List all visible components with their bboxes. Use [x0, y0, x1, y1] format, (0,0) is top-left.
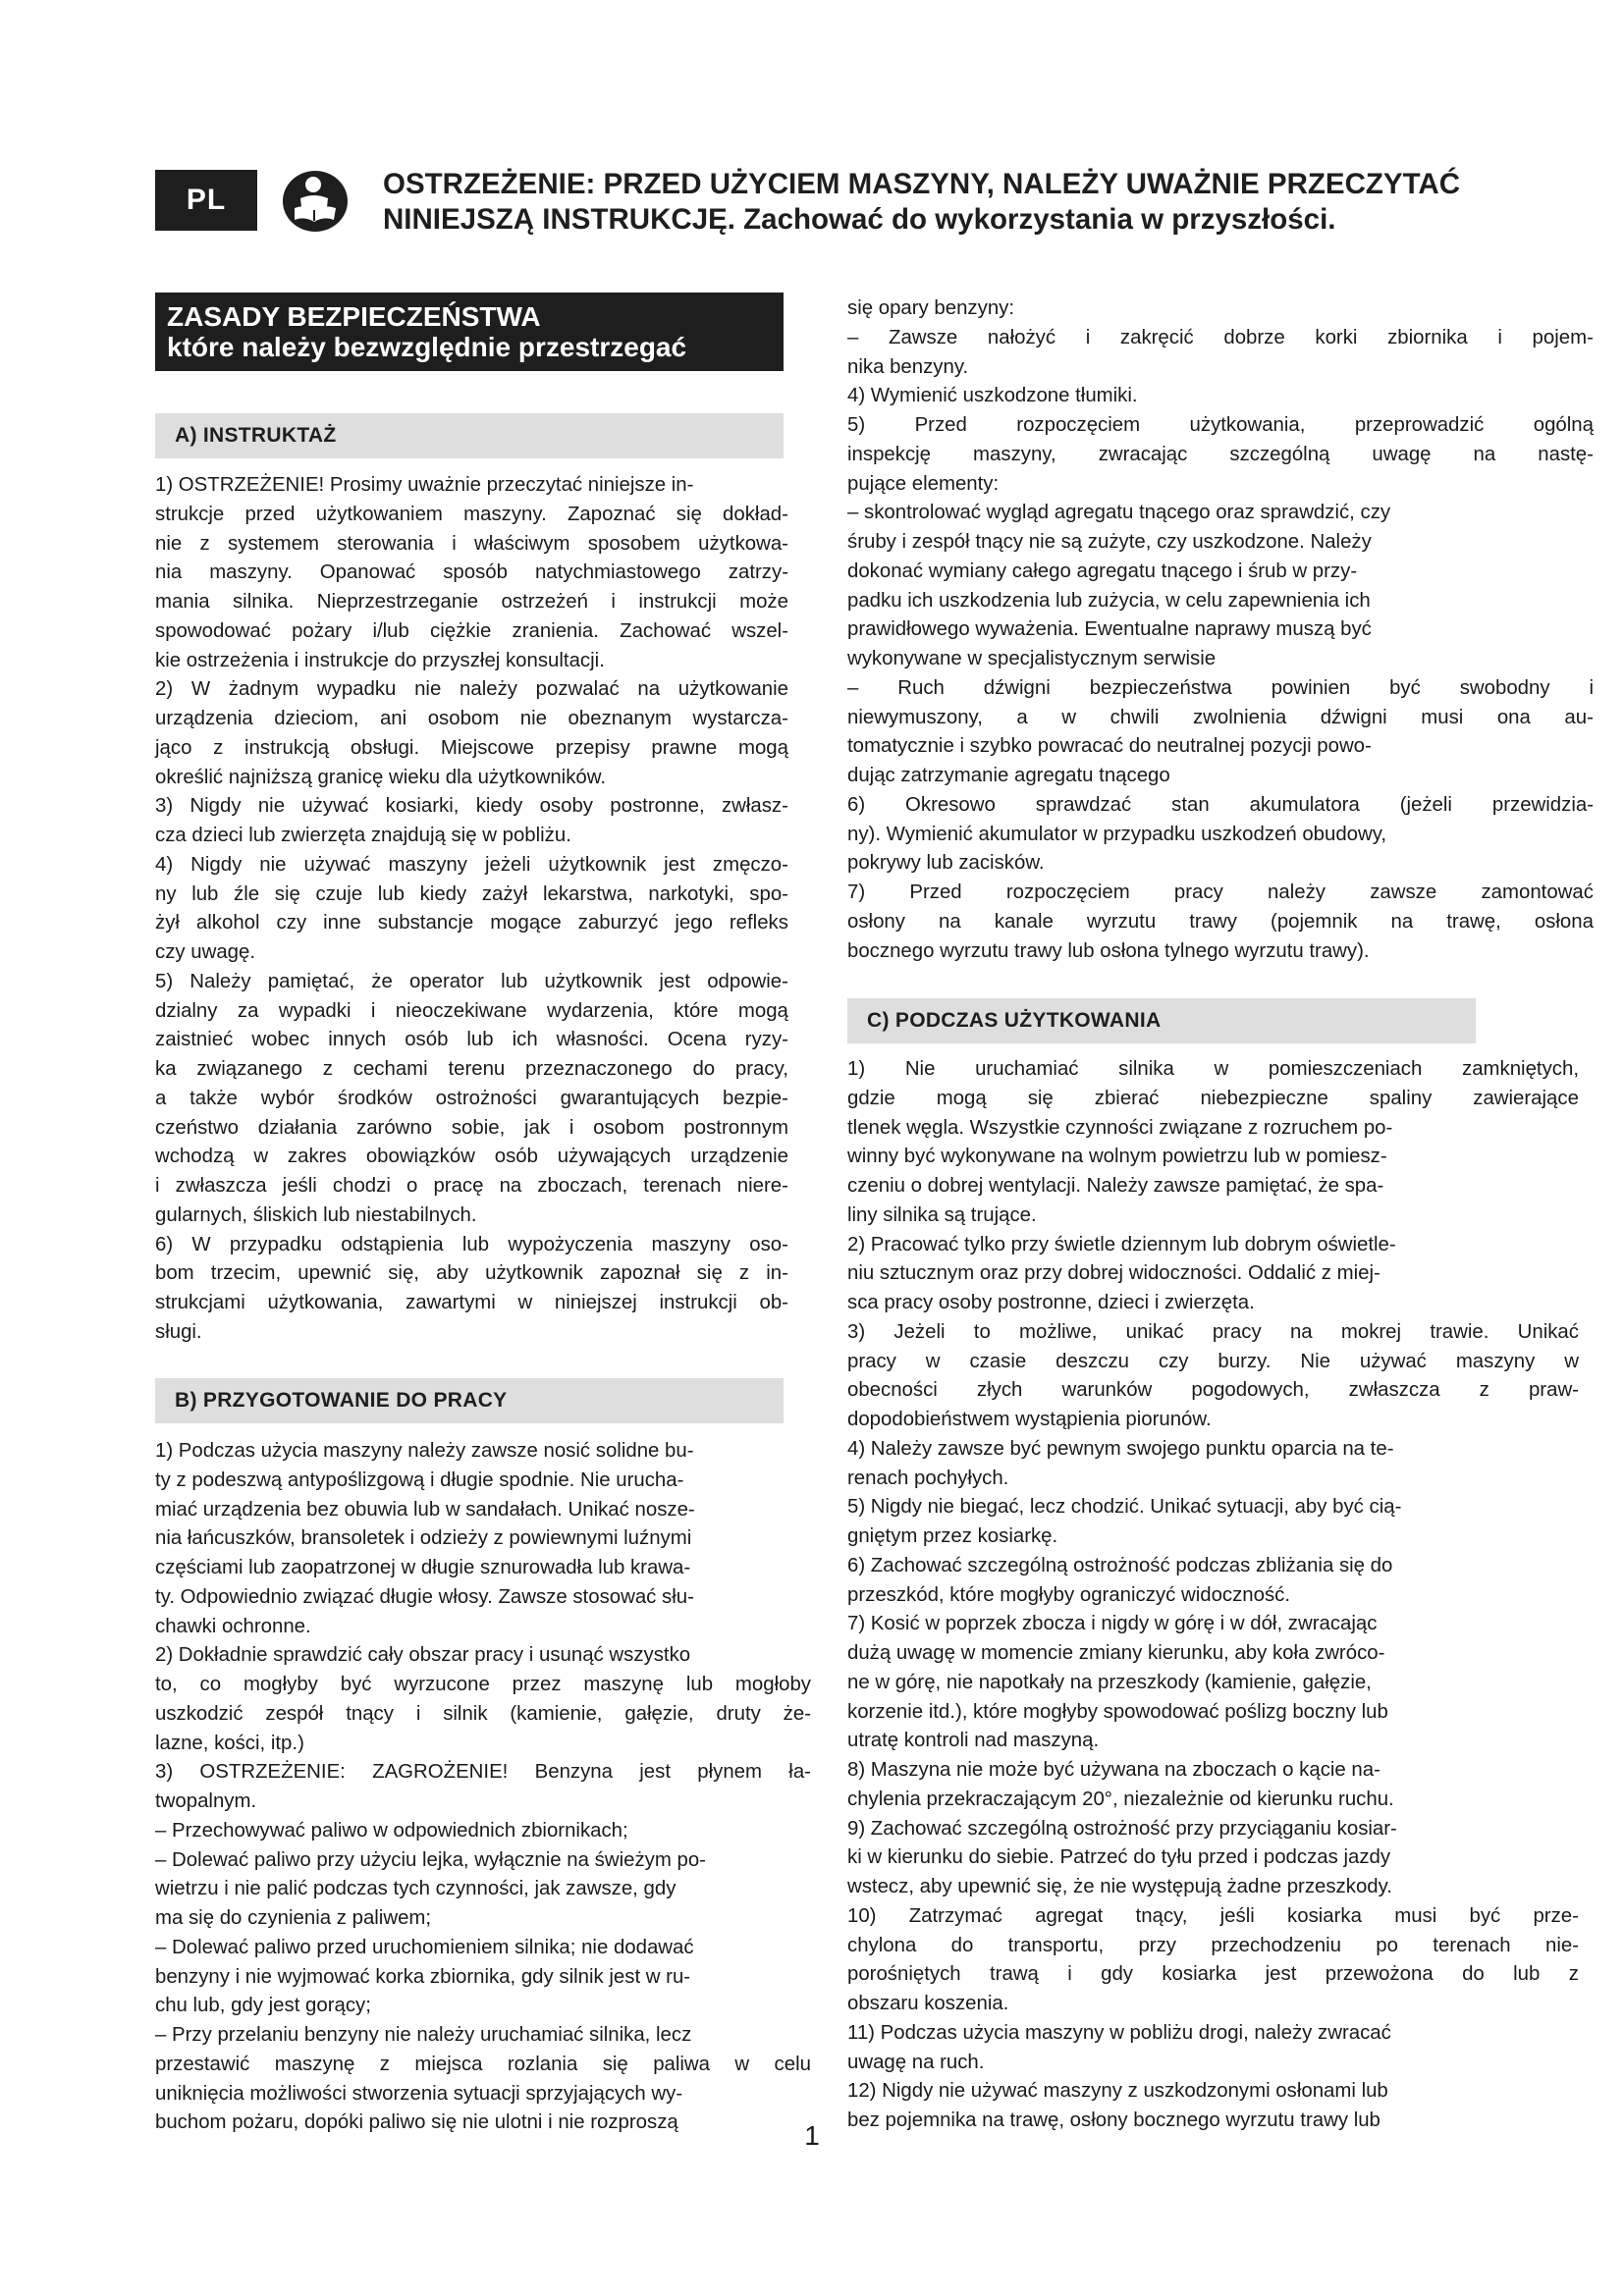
- text-line: strukcjami użytkowania, zawartymi w niniejszej instrukcji ob-: [155, 1292, 788, 1313]
- text-line: niewymuszony, a w chwili zwolnienia dźwigni musi ona au-: [847, 706, 1594, 728]
- text-line: nie z systemem sterowania i właściwym sposobem użytkowa-: [155, 532, 788, 555]
- text-line: obszaru koszenia.: [847, 1993, 1009, 2014]
- text-line: 7) Przed rozpoczęciem pracy należy zawsze zamontować: [847, 881, 1594, 903]
- text-line: osłony na kanale wyrzutu trawy (pojemnik na trawę, osłona: [847, 910, 1594, 933]
- text-line: wietrzu i nie palić podczas tych czynności, jak zawsze, gdy: [155, 1878, 677, 1900]
- text-line: – Przechowywać paliwo w odpowiednich zbiornikach;: [155, 1819, 628, 1842]
- text-line: – Ruch dźwigni bezpieczeństwa powinien być swobodny i: [847, 676, 1594, 699]
- text-line: czeniu o dobrej wentylacji. Należy zawsze pamiętać, że spa-: [847, 1175, 1384, 1197]
- text-line: chylona do transportu, przy przechodzeniu po terenach nie-: [847, 1934, 1579, 1956]
- text-line: ma się do czynienia z paliwem;: [155, 1907, 432, 1929]
- text-line: tlenek węgla. Wszystkie czynności związane z rozruchem po-: [847, 1116, 1393, 1139]
- text-line: ty. Odpowiednio związać długie włosy. Zawsze stosować słu-: [155, 1585, 694, 1608]
- text-line: inspekcję maszyny, zwracając szczególną uwagę na nastę-: [847, 443, 1594, 465]
- text-line: ny). Wymienić akumulator w przypadku uszkodzeń obudowy,: [847, 823, 1387, 845]
- text-line: chu lub, gdy jest gorący;: [155, 1995, 371, 2017]
- text-line: ne w górę, nie napotkały na przeszkody (kamienie, gałęzie,: [847, 1671, 1372, 1693]
- section-a-text: [155, 471, 788, 1348]
- text-line: spowodować pożary i/lub ciężkie zranienia. Zachować wszel-: [155, 619, 788, 642]
- text-line: 2) Pracować tylko przy świetle dziennym lub dobrym oświetle-: [847, 1233, 1396, 1255]
- text-line: prawidłowego wyważenia. Ewentualne naprawy muszą być: [847, 618, 1372, 641]
- page-number: 1: [804, 2120, 820, 2151]
- text-line: wstecz, aby upewnić się, że nie występują żadne przeszkody.: [847, 1876, 1392, 1897]
- text-line: buchom pożaru, dopóki paliwo się nie ulotni i nie rozproszą: [155, 2111, 678, 2134]
- text-line: obecności złych warunków pogodowych, zwłaszcza z praw-: [847, 1379, 1579, 1402]
- text-line: czy uwagę.: [155, 941, 256, 963]
- text-line: to, co mogłyby być wyrzucone przez maszynę lub mogłoby: [155, 1674, 811, 1695]
- text-line: 11) Podczas użycia maszyny w pobliżu drogi, należy zwracać: [847, 2021, 1391, 2044]
- text-line: 9) Zachować szczególną ostrożność przy przyciąganiu kosiar-: [847, 1817, 1397, 1840]
- text-line: mania silnika. Nieprzestrzeganie ostrzeżeń i instrukcji może: [155, 591, 788, 613]
- header-warning-line-1: OSTRZEŻENIE: PRZED UŻYCIEM MASZYNY, NALEŻY UWAŻNIE PRZECZYTAĆ: [383, 168, 1461, 200]
- text-line: zaistnieć wobec innych osób lub ich własności. Ocena ryzy-: [155, 1029, 788, 1051]
- text-line: ka związanego z cechami terenu przeznaczonego do pracy,: [155, 1058, 788, 1080]
- text-line: 1) Nie uruchamiać silnika w pomieszczeniach zamkniętych,: [847, 1058, 1579, 1080]
- text-line: renach pochyłych.: [847, 1467, 1009, 1489]
- text-line: miać urządzenia bez obuwia lub w sandałach. Unikać nosze-: [155, 1498, 695, 1521]
- text-line: 6) W przypadku odstąpienia lub wypożyczenia maszyny oso-: [155, 1233, 788, 1255]
- text-line: uwagę na ruch.: [847, 2051, 985, 2073]
- text-line: 2) W żadnym wypadku nie należy pozwalać na użytkowanie: [155, 678, 788, 701]
- text-line: bez pojemnika na trawę, osłony bocznego wyrzutu trawy lub: [847, 2109, 1380, 2131]
- safety-rules-banner: [155, 293, 784, 371]
- text-line: twopalnym.: [155, 1790, 257, 1812]
- text-line: – Przy przelaniu benzyny nie należy uruchamiać silnika, lecz: [155, 2024, 692, 2046]
- text-line: 3) Jeżeli to możliwe, unikać pracy na mokrej trawie. Unikać: [847, 1320, 1579, 1343]
- text-line: 4) Wymienić uszkodzone tłumiki.: [847, 385, 1138, 407]
- reader-icon: [281, 169, 350, 234]
- text-line: wchodzą w zakres obowiązków osób używających urządzenie: [155, 1146, 788, 1168]
- text-line: gdzie mogą się zbierać niebezpieczne spaliny zawierające: [847, 1087, 1579, 1109]
- text-line: nia maszyny. Opanować sposób natychmiastowego zatrzy-: [155, 561, 788, 584]
- text-line: gularnych, śliskich lub niestabilnych.: [155, 1203, 477, 1226]
- text-line: bom trzecim, upewnić się, aby użytkownik zapoznał się z in-: [155, 1262, 788, 1285]
- text-line: chylenia przekraczającym 20°, niezależnie od kierunku ruchu.: [847, 1788, 1394, 1810]
- text-line: dzialny za wypadki i nieoczekiwane wydarzenia, które mogą: [155, 999, 788, 1022]
- text-line: czeństwo działania zarówno sobie, jak i osobom postronnym: [155, 1116, 788, 1139]
- text-line: pracy w czasie deszczu czy burzy. Nie używać maszyny w: [847, 1350, 1579, 1372]
- text-line: benzyny i nie wyjmować korka zbiornika, gdy silnik jest w ru-: [155, 1965, 691, 1988]
- section-c-header: [847, 998, 1476, 1043]
- text-line: 6) Okresowo sprawdzać stan akumulatora (jeżeli przewidzia-: [847, 793, 1594, 816]
- text-line: 5) Należy pamiętać, że operator lub użytkownik jest odpowie-: [155, 970, 788, 992]
- text-line: 2) Dokładnie sprawdzić cały obszar pracy i usunąć wszystko: [155, 1644, 691, 1667]
- text-line: strukcje przed użytkowaniem maszyny. Zapoznać się dokład-: [155, 503, 788, 525]
- section-b-text: [155, 1437, 811, 2138]
- text-line: – Zawsze nałożyć i zakręcić dobrze korki zbiornika i pojem-: [847, 326, 1594, 348]
- text-line: 1) Podczas użycia maszyny należy zawsze nosić solidne bu-: [155, 1440, 694, 1462]
- text-line: chawki ochronne.: [155, 1615, 311, 1637]
- text-line: dokonać wymiany całego agregatu tnącego i śrub w przy-: [847, 560, 1358, 582]
- text-line: określić najniższą granicę wieku dla użytkowników.: [155, 766, 606, 788]
- text-line: urządzenia dzieciom, ani osobom nie obeznanym wystarcza-: [155, 708, 788, 729]
- text-line: 10) Zatrzymać agregat tnący, jeśli kosiarka musi być prze-: [847, 1904, 1579, 1927]
- text-line: dopodobieństwem wystąpienia piorunów.: [847, 1409, 1212, 1430]
- text-line: 3) OSTRZEŻENIE: ZAGROŻENIE! Benzyna jest płynem ła-: [155, 1761, 811, 1784]
- text-line: nia łańcuszków, bransoletek i odzieży z powiewnymi luźnymi: [155, 1527, 692, 1550]
- section-a-header: [155, 413, 784, 458]
- text-line: gniętym przez kosiarkę.: [847, 1525, 1058, 1547]
- text-line: i zwłaszcza jeśli chodzi o pracę na zboczach, terenach niere-: [155, 1175, 788, 1197]
- text-line: 5) Przed rozpoczęciem użytkowania, przeprowadzić ogólną: [847, 414, 1594, 436]
- text-line: 5) Nigdy nie biegać, lecz chodzić. Unikać sytuacji, aby być cią-: [847, 1496, 1402, 1519]
- text-line: żył alkohol czy inne substancje mogące zaburzyć jego refleks: [155, 912, 788, 934]
- text-line: nika benzyny.: [847, 355, 969, 378]
- section-c-text: [847, 1055, 1579, 2136]
- text-line: 3) Nigdy nie używać kosiarki, kiedy osoby postronne, zwłasz-: [155, 795, 788, 818]
- text-line: 12) Nigdy nie używać maszyny z uszkodzonymi osłonami lub: [847, 2080, 1388, 2103]
- text-line: winny być wykonywane na wolnym powietrzu lub w pomiesz-: [847, 1146, 1387, 1168]
- text-line: 4) Należy zawsze być pewnym swojego punktu oparcia na te-: [847, 1437, 1394, 1460]
- text-line: pujące elementy:: [847, 472, 1000, 495]
- text-line: jąco z instrukcją obsługi. Miejscowe przepisy prawne mogą: [155, 736, 788, 759]
- text-line: 7) Kosić w poprzek zbocza i nigdy w górę i w dół, zwracając: [847, 1613, 1378, 1635]
- banner-subtitle: które należy bezwzględnie przestrzegać: [167, 332, 687, 362]
- text-line: dując zatrzymanie agregatu tnącego: [847, 765, 1170, 786]
- language-badge: PL: [155, 170, 257, 231]
- text-line: dużą uwagę w momencie zmiany kierunku, aby koła zwróco-: [847, 1642, 1385, 1664]
- text-line: pokrywy lub zacisków.: [847, 852, 1045, 875]
- text-line: się opary benzyny:: [847, 297, 1015, 319]
- text-line: ty z podeszwą antypoślizgową i długie spodnie. Nie urucha-: [155, 1468, 684, 1491]
- text-line: korzenie itd.), które mogłyby spowodować poślizg boczny lub: [847, 1700, 1388, 1723]
- text-line: przestawić maszynę z miejsca rozlania się paliwa w celu: [155, 2053, 811, 2075]
- text-line: a także wybór środków ostrożności gwarantujących bezpie-: [155, 1087, 788, 1109]
- text-line: kie ostrzeżenia i instrukcje do przyszłej konsultacji.: [155, 649, 605, 671]
- section-b-header: [155, 1378, 784, 1423]
- text-line: 1) OSTRZEŻENIE! Prosimy uważnie przeczytać niniejsze in-: [155, 474, 694, 496]
- text-line: niu sztucznym oraz przy dobrej widoczności. Oddalić z miej-: [847, 1262, 1380, 1285]
- text-line: porośniętych trawą i gdy kosiarka jest przewożona do lub z: [847, 1963, 1579, 1986]
- text-line: – Dolewać paliwo przed uruchomieniem silnika; nie dodawać: [155, 1936, 694, 1958]
- text-line: sługi.: [155, 1320, 202, 1343]
- text-line: liny silnika są trujące.: [847, 1203, 1037, 1226]
- section-b-title: B) PRZYGOTOWANIE DO PRACY: [175, 1389, 508, 1412]
- section-a-title: A) INSTRUKTAŻ: [175, 424, 337, 447]
- text-line: uniknięcia możliwości stworzenia sytuacji sprzyjających wy-: [155, 2082, 683, 2105]
- text-line: śruby i zespół tnący nie są zużyte, czy uszkodzone. Należy: [847, 531, 1372, 553]
- text-line: padku ich uszkodzenia lub zużycia, w celu zapewnienia ich: [847, 589, 1371, 612]
- text-line: ny lub źle się czuje lub kiedy zażył lekarstwa, narkotyki, spo-: [155, 882, 788, 905]
- text-line: 8) Maszyna nie może być używana na zboczach o kącie na-: [847, 1759, 1380, 1781]
- text-line: 4) Nigdy nie używać maszyny jeżeli użytkownik jest zmęczo-: [155, 853, 788, 876]
- text-line: uszkodzić zespół tnący i silnik (kamienie, gałęzie, druty że-: [155, 1702, 811, 1725]
- text-line: bocznego wyrzutu trawy lub osłona tylnego wyrzutu trawy).: [847, 939, 1370, 962]
- text-line: utratę kontroli nad maszyną.: [847, 1730, 1100, 1752]
- text-line: przeszkód, które mogłyby ograniczyć widoczność.: [847, 1583, 1291, 1606]
- banner-title: ZASADY BEZPIECZEŃSTWA: [167, 301, 541, 332]
- text-line: ki w kierunku do siebie. Patrzeć do tyłu przed i podczas jazdy: [847, 1846, 1391, 1869]
- text-line: częściami lub zaopatrzonej w długie sznurowadła lub krawa-: [155, 1557, 691, 1578]
- text-line: tomatycznie i szybko powracać do neutralnej pozycji powo-: [847, 735, 1372, 758]
- header-warning: [383, 167, 1512, 238]
- section-c-title: C) PODCZAS UŻYTKOWANIA: [867, 1009, 1162, 1032]
- text-line: 6) Zachować szczególną ostrożność podczas zbliżania się do: [847, 1554, 1393, 1576]
- text-line: lazne, kości, itp.): [155, 1732, 304, 1754]
- text-line: – skontrolować wygląd agregatu tnącego oraz sprawdzić, czy: [847, 502, 1391, 524]
- text-line: cza dzieci lub zwierzęta znajdują się w pobliżu.: [155, 825, 571, 846]
- text-line: sca pracy osoby postronne, dzieci i zwierzęta.: [847, 1292, 1255, 1313]
- header-warning-line-2: NINIEJSZĄ INSTRUKCJĘ. Zachować do wykorzystania w przyszłości.: [383, 203, 1336, 236]
- text-line: – Dolewać paliwo przy użyciu lejka, wyłącznie na świeżym po-: [155, 1848, 706, 1871]
- section-b-continued-text: [847, 294, 1594, 966]
- text-line: wykonywane w specjalistycznym serwisie: [847, 648, 1217, 669]
